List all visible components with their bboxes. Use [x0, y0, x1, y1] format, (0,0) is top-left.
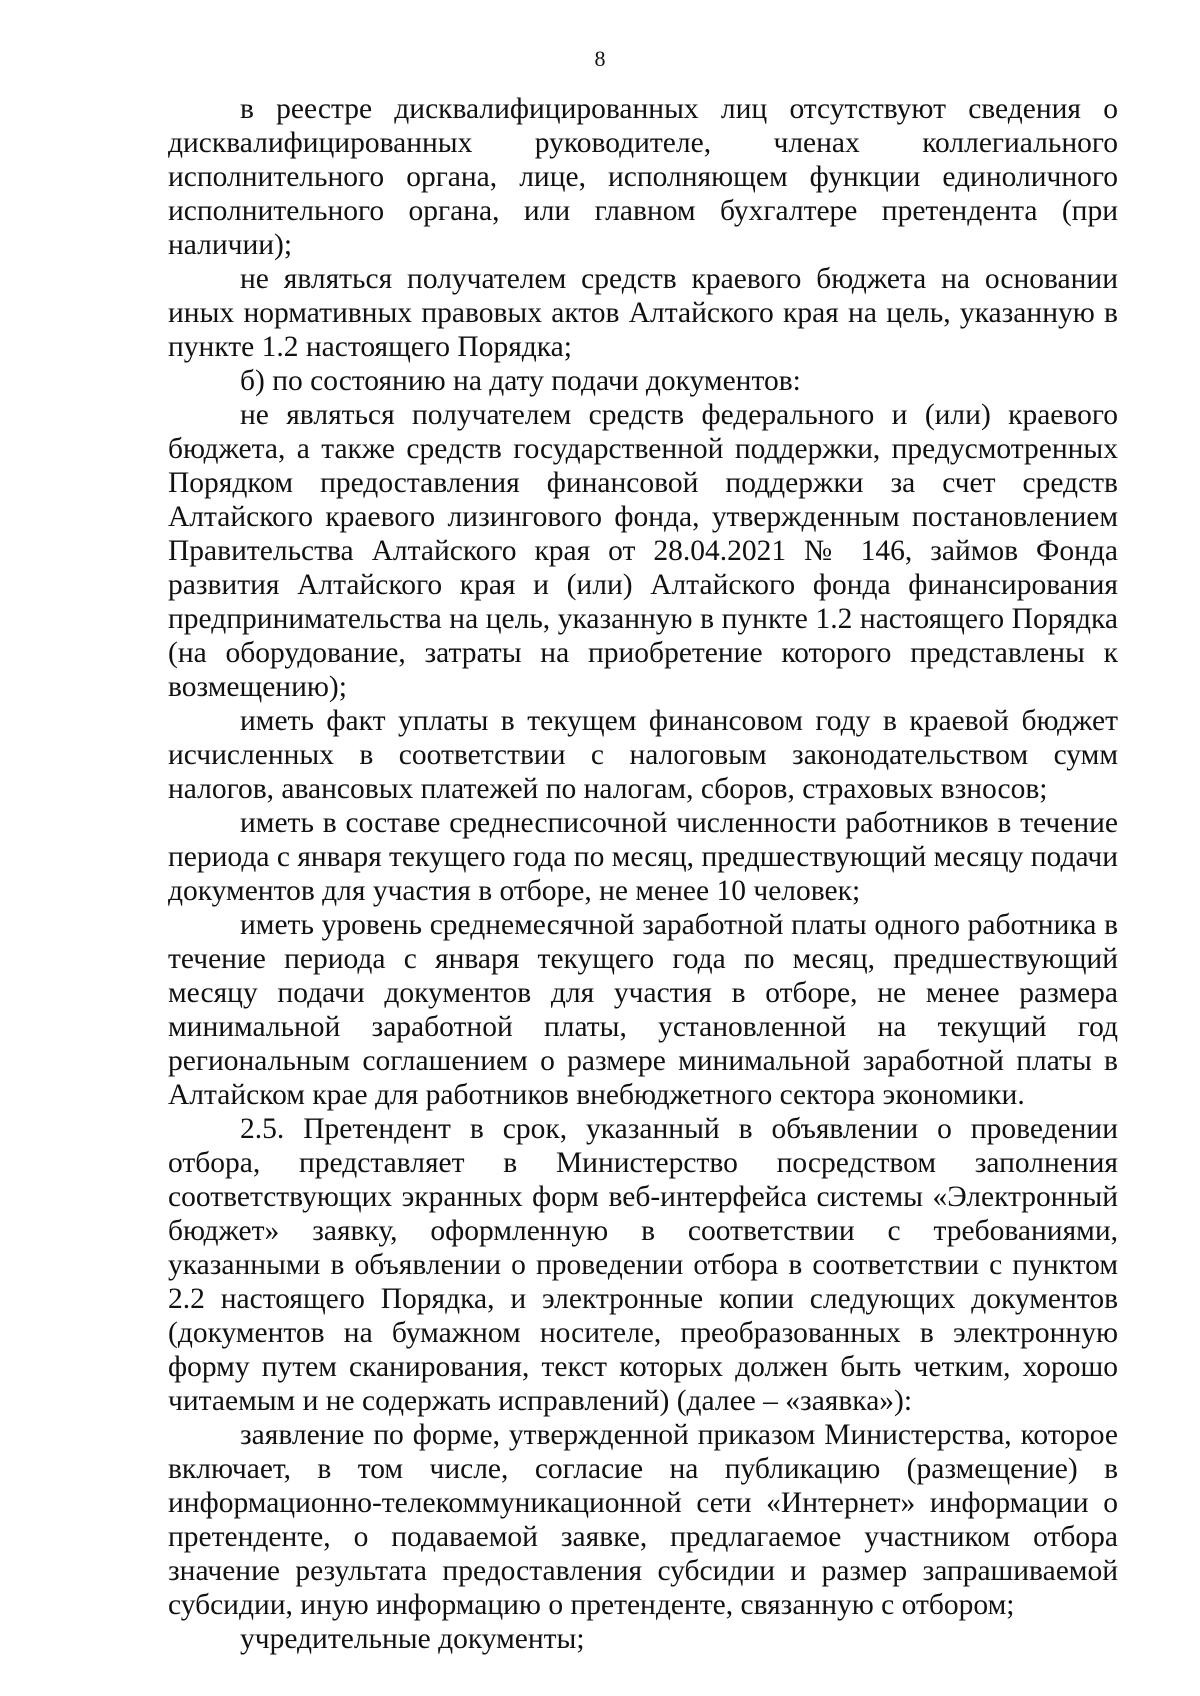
- paragraph-average-salary: иметь уровень среднемесячной заработной платы одного работника в течение периода с января текущего года по месяц, предшествующий месяцу подачи документов для участия в отборе, не менее размера минимальной заработной платы, установленной на текущий год региональным соглашением о размере минимальной заработной платы в Алтайском крае для работников внебюджетного сектора экономики.: [168, 909, 1118, 1111]
- paragraph-tax-payment: иметь факт уплаты в текущем финансовом году в краевой бюджет исчисленных в соответствии с налоговым законодательством сумм налогов, авансовых платежей по налогам, сборов, страховых взносов;: [168, 705, 1118, 805]
- paragraph-not-federal-recipient: не являться получателем средств федерального и (или) краевого бюджета, а также средств государственной поддержки, предусмотренных Порядком предоставления финансовой поддержки за счет средств Алтайского краевого лизингового фонда, утвержденным постановлением Правительства Алтайского края от 28.04.2021 № 146, займов Фонда развития Алтайского края и (или) Алтайского фонда финансирования предпринимательства на цель, указанную в пункте 1.2 настоящего Порядка (на оборудование, затраты на приобретение которого представлены к возмещению);: [168, 399, 1118, 703]
- paragraph-as-of-submission-date: б) по состоянию на дату подачи документов:: [240, 365, 801, 397]
- document-body: [168, 92, 1118, 1656]
- paragraph-headcount: иметь в составе среднесписочной численности работников в течение периода с января текущего года по месяц, предшествующий месяцу подачи документов для участия в отборе, не менее 10 человек;: [168, 807, 1118, 907]
- paragraph-disqualified-registry: в реестре дисквалифицированных лиц отсутствуют сведения о дисквалифицированных руководителе, членах коллегиального исполнительного органа, лице, исполняющем функции единоличного исполнительного органа, или главном бухгалтере претендента (при наличии);: [168, 93, 1118, 261]
- paragraph-section-2-5: 2.5. Претендент в срок, указанный в объявлении о проведении отбора, представляет в Министерство посредством заполнения соответствующих экранных форм веб-интерфейса системы «Электронный бюджет» заявку, оформленную в соответствии с требованиями, указанными в объявлении о проведении отбора в соответствии с пунктом 2.2 настоящего Порядка, и электронные копии следующих документов (документов на бумажном носителе, преобразованных в электронную форму путем сканирования, текст которых должен быть четким, хорошо читаемым и не содержать исправлений) (далее – «заявка»):: [168, 1113, 1118, 1417]
- paragraph-founding-documents: учредительные документы;: [240, 1623, 585, 1655]
- page-number: 8: [594, 46, 606, 71]
- paragraph-application-form: заявление по форме, утвержденной приказом Министерства, которое включает, в том числе, согласие на публикацию (размещение) в информационно-телекоммуникационной сети «Интернет» информации о претенденте, о подаваемой заявке, предлагаемое участником отбора значение результата предоставления субсидии и размер запрашиваемой субсидии, иную информацию о претенденте, связанную с отбором;: [168, 1419, 1118, 1621]
- paragraph-not-budget-recipient: не являться получателем средств краевого бюджета на основании иных нормативных правовых актов Алтайского края на цель, указанную в пункте 1.2 настоящего Порядка;: [168, 263, 1118, 363]
